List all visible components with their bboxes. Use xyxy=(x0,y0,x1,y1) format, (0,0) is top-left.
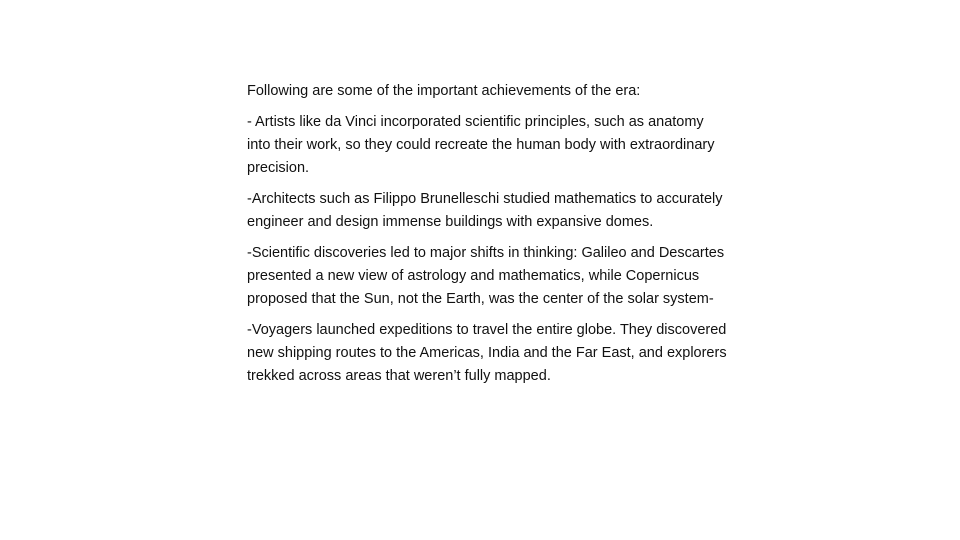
paragraph-scientific-discoveries: -Scientific discoveries led to major shifts in thinking: Galileo and Descartes presented a new view of astrology and mathematics, while Copernicus proposed that the Sun, not the Earth, was the center of the solar system- xyxy=(247,245,725,307)
paragraph-artists: - Artists like da Vinci incorporated scientific principles, such as anatomy into their work, so they could recreate the human body with extraordinary precision. xyxy=(247,114,715,176)
intro-paragraph: Following are some of the important achievements of the era: xyxy=(247,83,641,99)
paragraph-architects: -Architects such as Filippo Brunelleschi studied mathematics to accurately engineer and design immense buildings with expansive domes. xyxy=(247,191,723,230)
paragraph-voyagers: -Voyagers launched expeditions to travel the entire globe. They discovered new shipping routes to the Americas, India and the Far East, and explorers trekked across areas that weren’t fully mapped. xyxy=(247,322,727,384)
slide-text-block xyxy=(247,80,727,396)
